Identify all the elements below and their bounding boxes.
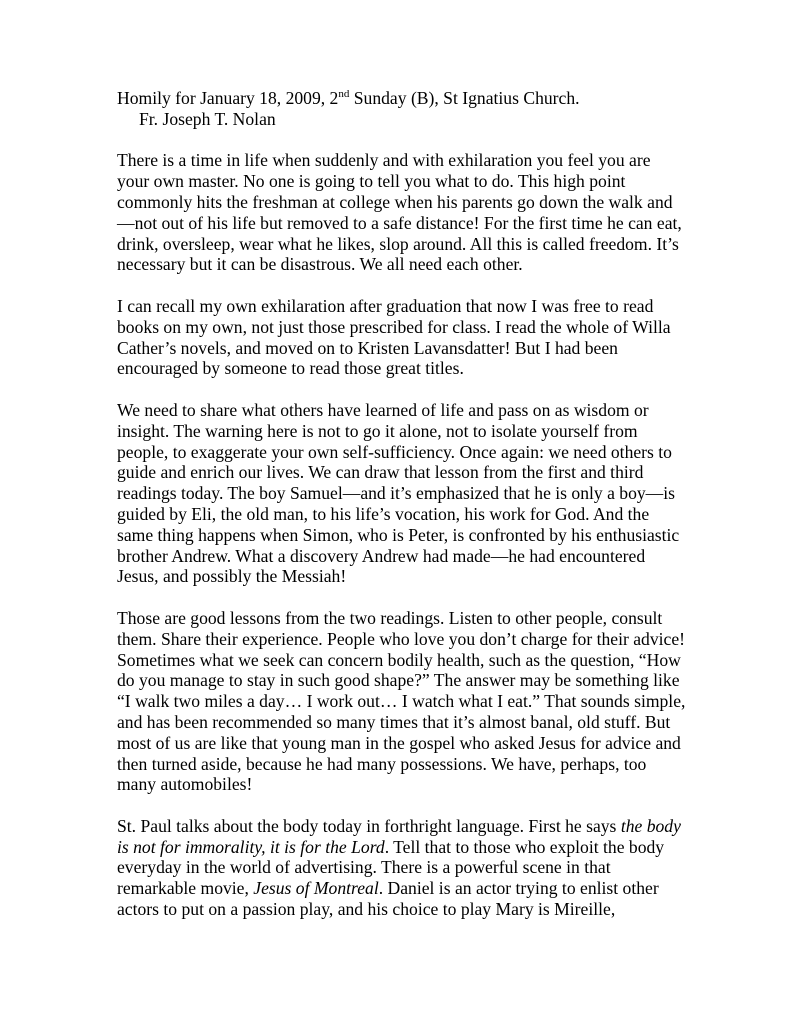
paragraph-4: Those are good lessons from the two readings. Listen to other people, consult them. Share their experience. People who love you don’t charge for their advice! Sometimes what we seek can concern bodily health, such as the question, “How do you manage to stay in such good shape?” The answer may be something like “I walk two miles a day… I work out… I watch what I eat.” That sounds simple, and has been recommended so many times that it’s almost banal, old stuff. But most of us are like that young man in the gospel who asked Jesus for advice and then turned aside, because he had many possessions. We have, perhaps, too many automobiles!: [117, 607, 686, 795]
scripture-quote: the body is not for immorality, it is for the Lord: [117, 815, 681, 857]
document-page: [117, 88, 687, 920]
paragraph-1: There is a time in life when suddenly and with exhilaration you feel you are your own master. No one is going to tell you what to do. This high point commonly hits the freshman at college when his parents go down the walk and—not out of his life but removed to a safe distance! For the first time he can eat, drink, oversleep, wear what he likes, slop around. All this is called freedom. It’s necessary but it can be disastrous. We all need each other.: [117, 150, 682, 275]
paragraph-3: We need to share what others have learned of life and pass on as wisdom or insight. The warning here is not to go it alone, not to isolate yourself from people, to exaggerate your own self-sufficiency. Once again: we need others to guide and enrich our lives. We can draw that lesson from the first and third readings today. The boy Samuel—and it’s emphasized that he is only a boy—is guided by Eli, the old man, to his life’s vocation, his work for God. And the same thing happens when Simon, who is Peter, is confronted by his enthusiastic brother Andrew. What a discovery Andrew had made—he had encountered Jesus, and possibly the Messiah!: [117, 399, 680, 587]
movie-title: Jesus of Montreal: [253, 878, 379, 899]
paragraph-5-text-c: . Daniel is an actor trying to enlist other actors to put on a passion play, and his choice to play Mary is Mireille,: [117, 878, 659, 920]
title-text-rest: Sunday (B), St Ignatius Church.: [349, 88, 580, 108]
homily-title: [117, 88, 687, 109]
paragraph-2: I can recall my own exhilaration after graduation that now I was free to read books on my own, not just those prescribed for class. I read the whole of Willa Cather’s novels, and moved on to Kristen Lavansdatter! But I had been encouraged by someone to read those great titles.: [117, 295, 671, 379]
author-line: Fr. Joseph T. Nolan: [139, 108, 276, 129]
paragraph-5: [117, 816, 687, 920]
title-text: Homily for January 18, 2009, 2: [117, 88, 339, 108]
paragraph-5-text-a: St. Paul talks about the body today in forthright language. First he says: [117, 815, 621, 836]
title-superscript: nd: [338, 88, 350, 101]
paragraph-5-text-b: . Tell that to those who exploit the body everyday in the world of advertising. There is a powerful scene in that remarkable movie,: [117, 836, 665, 899]
